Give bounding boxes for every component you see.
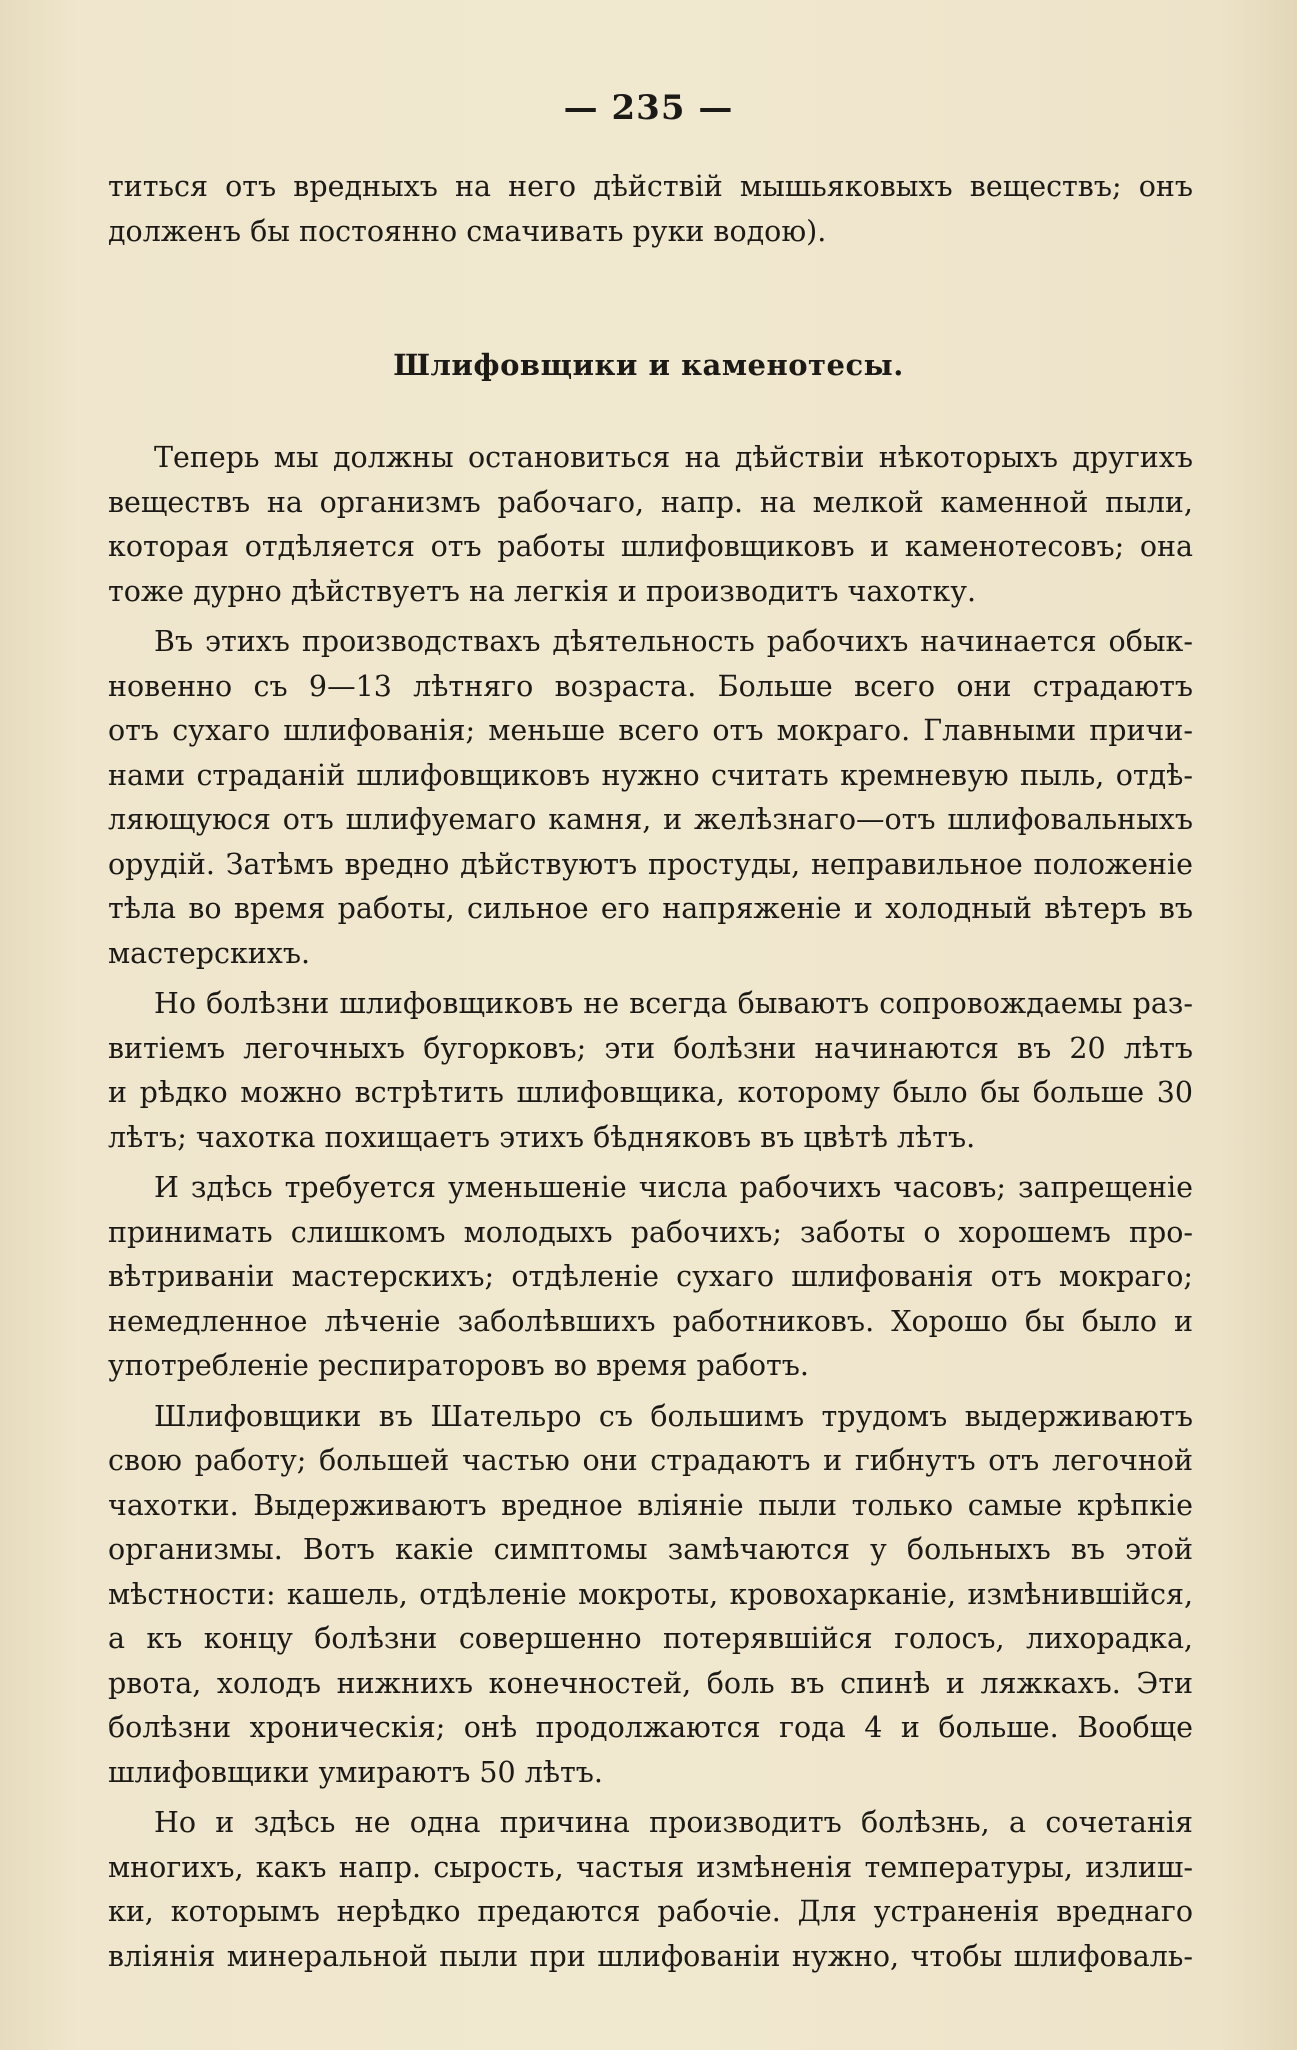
- text-line: долженъ бы постоянно смачивать руки водою).: [108, 214, 827, 248]
- paragraph: [108, 982, 1193, 1160]
- text-line: рвота, холодъ нижнихъ конечностей, боль въ спинѣ и ляжкахъ. Эти: [108, 1666, 1193, 1700]
- paragraph: [108, 436, 1193, 614]
- text-line: мастерскихъ.: [108, 936, 311, 970]
- text-line: болѣзни хроническія; онѣ продолжаются года 4 и больше. Вообще: [108, 1711, 1193, 1744]
- text-line: веществъ на организмъ рабочаго, напр. на мелкой каменной пыли,: [108, 485, 1193, 519]
- page-number: — 235 —: [563, 88, 734, 128]
- body-text: [108, 436, 1193, 1979]
- text-line: Въ этихъ производствахъ дѣятельность рабочихъ начинается обык-: [154, 625, 1193, 658]
- text-line: вліянія минеральной пыли при шлифованіи нужно, чтобы шлифоваль-: [108, 1939, 1193, 1973]
- section-heading: Шлифовщики и каменотесы.: [393, 348, 904, 382]
- text-line: употребленіе респираторовъ во время работъ.: [108, 1349, 809, 1382]
- text-line: и рѣдко можно встрѣтить шлифовщика, которому было бы больше 30: [108, 1076, 1193, 1109]
- text-line: ляющуюся отъ шлифуемаго камня, и желѣзнаго—отъ шлифовальныхъ: [108, 803, 1193, 836]
- text-line: И здѣсь требуется уменьшеніе числа рабочихъ часовъ; запрещеніе: [154, 1171, 1193, 1204]
- text-line: Шлифовщики въ Шательро съ большимъ трудомъ выдерживаютъ: [154, 1399, 1193, 1433]
- text-line: многихъ, какъ напр. сырость, частыя измѣненія температуры, излиш-: [108, 1850, 1193, 1884]
- text-line: ки, которымъ нерѣдко предаются рабочіе. Для устраненія вреднаго: [108, 1895, 1193, 1928]
- text-line: Но болѣзни шлифовщиковъ не всегда бываютъ сопровождаемы раз-: [154, 987, 1193, 1020]
- text-line: нами страданій шлифовщиковъ нужно считать кремневую пыль, отдѣ-: [108, 758, 1193, 792]
- text-line: свою работу; большей частью они страдаютъ и гибнутъ отъ легочной: [108, 1444, 1193, 1477]
- text-line: шлифовщики умираютъ 50 лѣтъ.: [108, 1755, 603, 1789]
- text-line: организмы. Вотъ какіе симптомы замѣчаются у больныхъ въ этой: [108, 1533, 1193, 1566]
- text-line: чахотки. Выдерживаютъ вредное вліяніе пыли только самые крѣпкіе: [108, 1488, 1193, 1522]
- text-line: тоже дурно дѣйствуетъ на легкія и производитъ чахотку.: [108, 574, 977, 608]
- text-line: принимать слишкомъ молодыхъ рабочихъ; заботы о хорошемъ про-: [108, 1215, 1193, 1249]
- text-line: тѣла во время работы, сильное его напряженіе и холодный вѣтеръ въ: [108, 892, 1193, 925]
- carryover-paragraph: [108, 165, 1193, 254]
- text-line: вѣтриваніи мастерскихъ; отдѣленіе сухаго шлифованія отъ мокраго;: [108, 1260, 1193, 1293]
- text-line: орудій. Затѣмъ вредно дѣйствуютъ простуды, неправильное положеніе: [108, 847, 1193, 881]
- text-line: которая отдѣляется отъ работы шлифовщиковъ и каменотесовъ; она: [108, 530, 1193, 563]
- text-line: а къ концу болѣзни совершенно потерявшійся голосъ, лихорадка,: [108, 1622, 1193, 1655]
- paragraph: [108, 1166, 1193, 1389]
- paragraph: [108, 1395, 1193, 1796]
- text-line: лѣтъ; чахотка похищаетъ этихъ бѣдняковъ въ цвѣтѣ лѣтъ.: [108, 1120, 976, 1154]
- paragraph: [108, 1801, 1193, 1979]
- text-line: Теперь мы должны остановиться на дѣйствіи нѣкоторыхъ другихъ: [154, 441, 1193, 474]
- text-line: витіемъ легочныхъ бугорковъ; эти болѣзни начинаются въ 20 лѣтъ: [108, 1031, 1193, 1065]
- text-line: титься отъ вредныхъ на него дѣйствій мышьяковыхъ веществъ; онъ: [108, 170, 1193, 203]
- paragraph: [108, 620, 1193, 976]
- text-line: Но и здѣсь не одна причина производитъ болѣзнь, а сочетанія: [154, 1806, 1193, 1839]
- text-line: отъ сухаго шлифованія; меньше всего отъ мокраго. Главными причи-: [108, 714, 1193, 747]
- text-line: немедленное лѣченіе заболѣвшихъ работниковъ. Хорошо бы было и: [108, 1304, 1193, 1338]
- text-line: новенно съ 9—13 лѣтняго возраста. Больше всего они страдаютъ: [108, 669, 1193, 703]
- text-line: мѣстности: кашель, отдѣленіе мокроты, кровохарканіе, измѣнившійся,: [108, 1577, 1193, 1611]
